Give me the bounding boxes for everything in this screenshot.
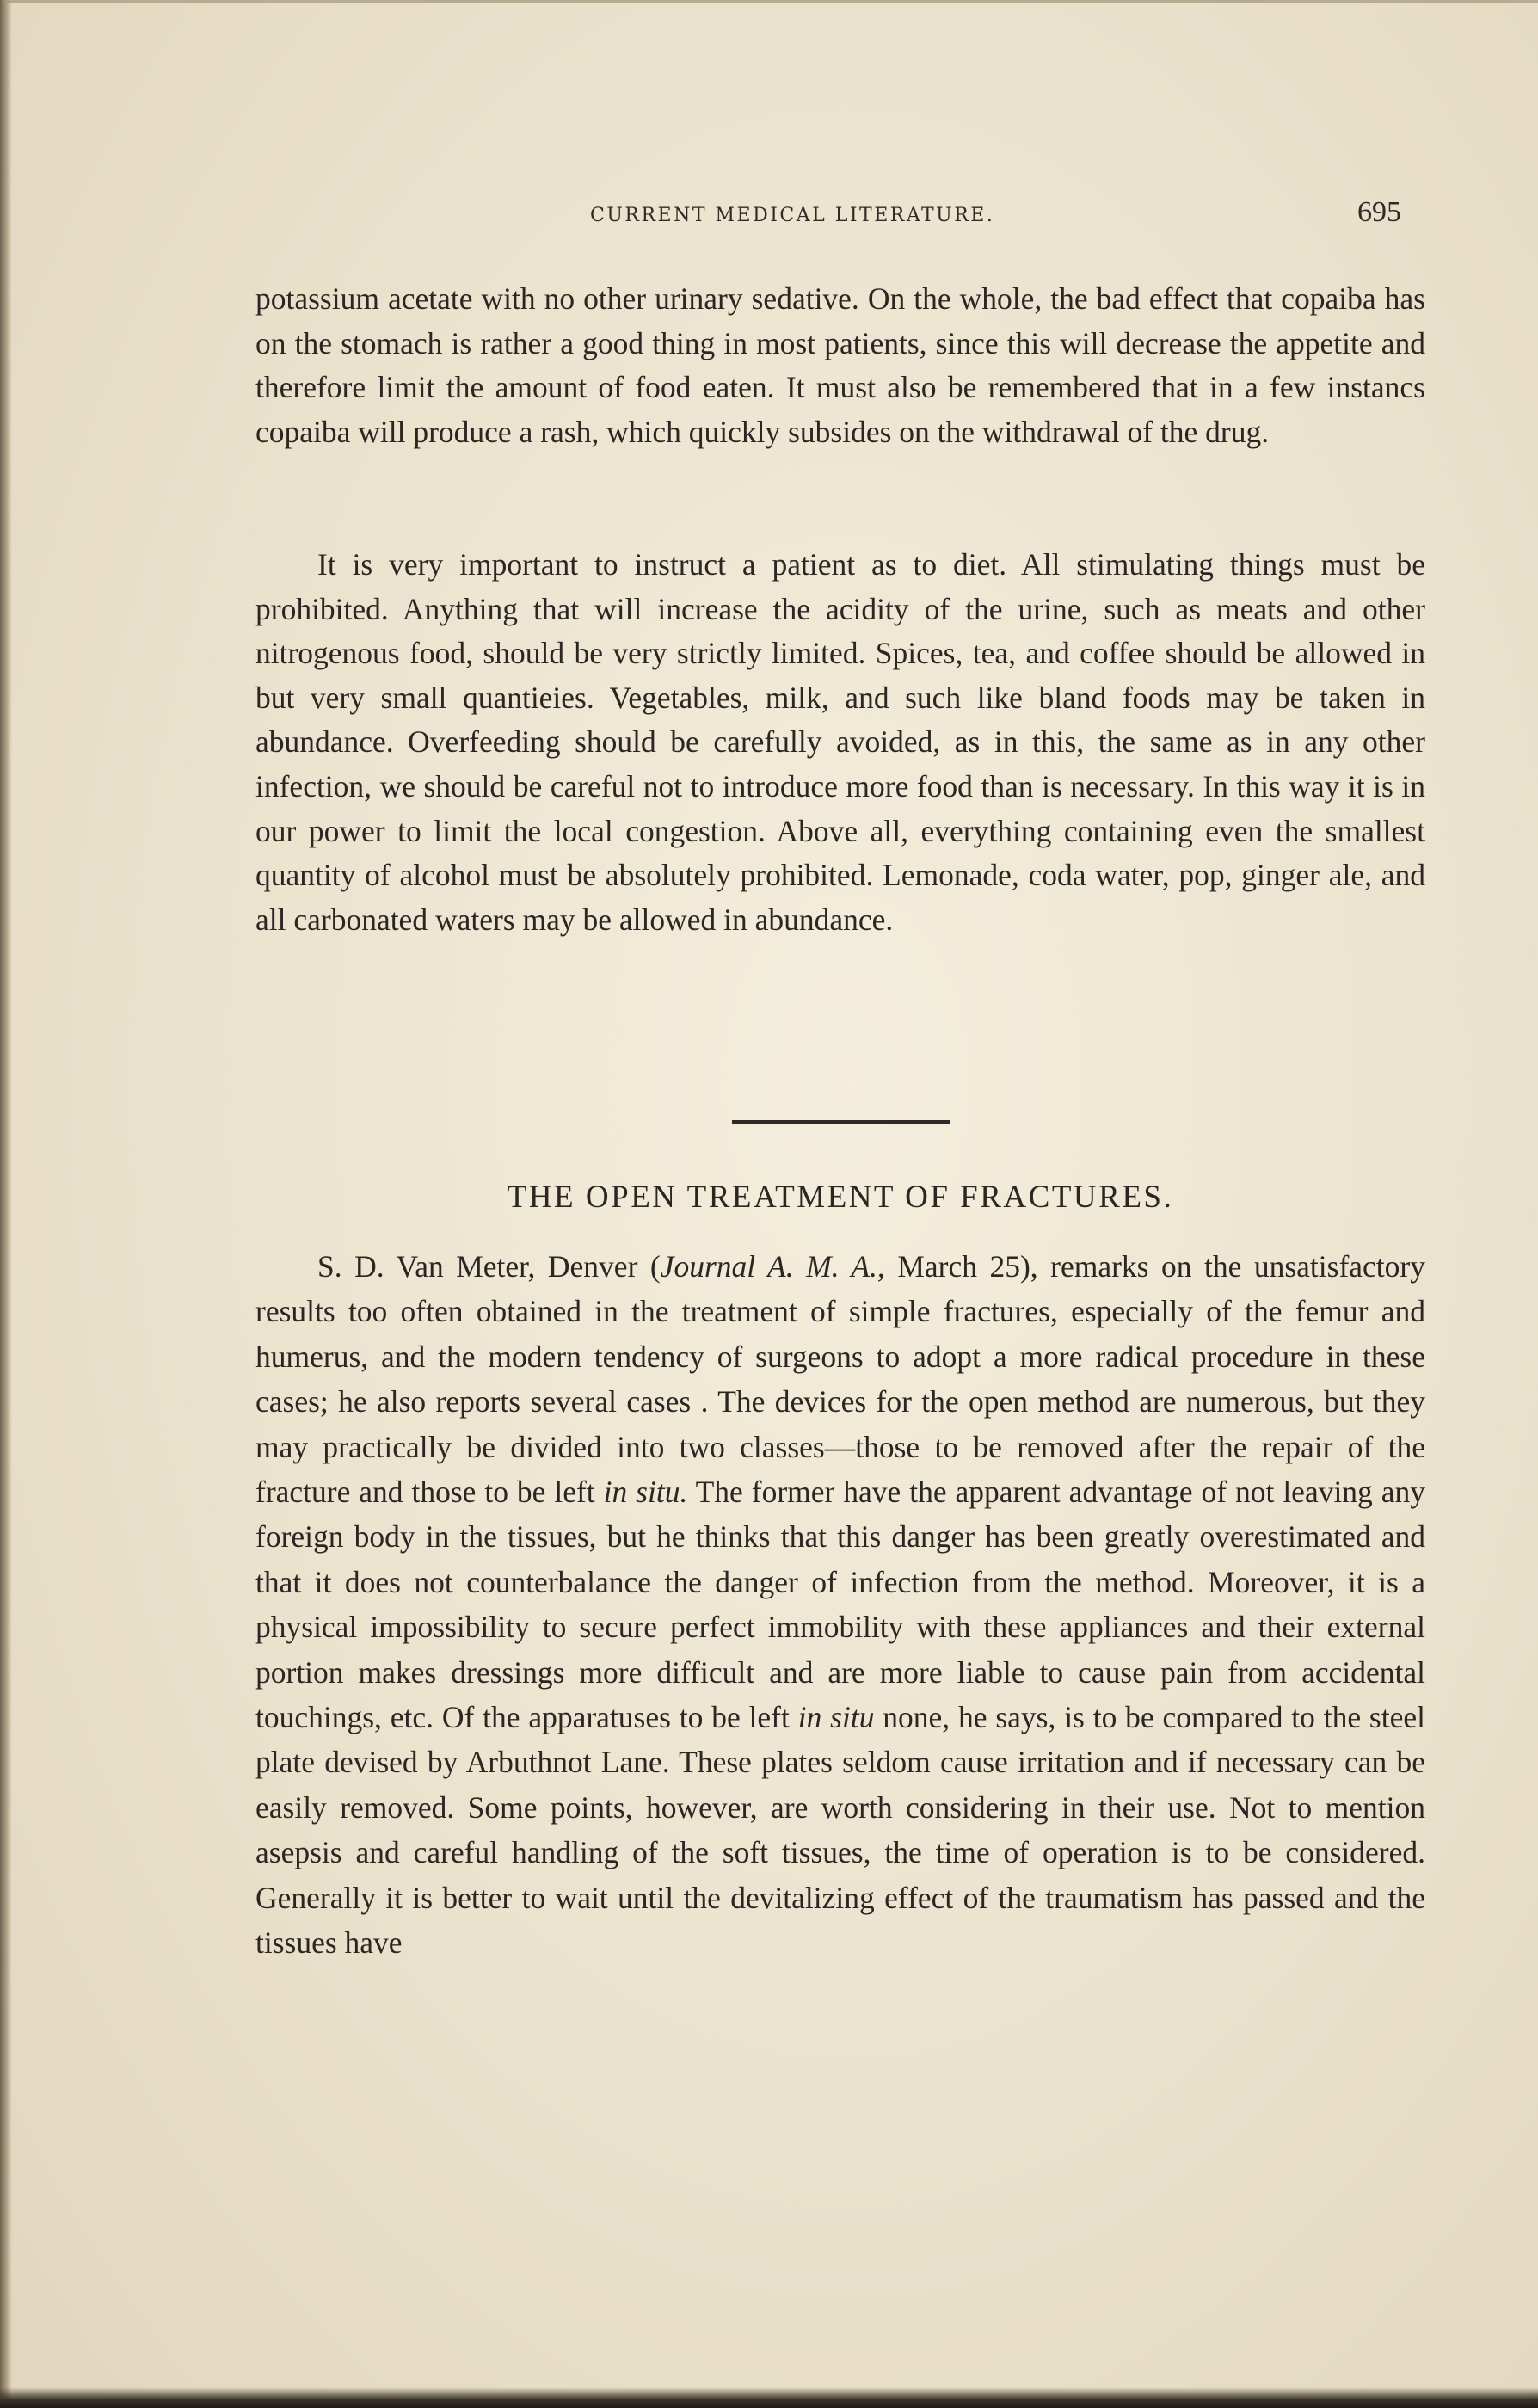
- paragraph-diet: [255, 543, 1425, 942]
- page-bottom-edge: [0, 2387, 1538, 2408]
- text-run: The former have the apparent advantage of not leaving any foreign body in the tissues, but he thinks that this danger has been greatly overestimated and that it does not counterbalance the danger of infection from the method. Moreover, it is a physical impossibility to secure perfect immobility with these appliances and their external portion makes dressings more difficult and are more liable to cause pain from accidental touchings, etc. Of the apparatuses to be left: [255, 1475, 1426, 1735]
- text-run: March 25), remarks on the unsatisfactory results too often obtained in the treatment of simple fractures, especially of the femur and humerus, and the modern tendency of surgeons to adopt a more radical procedure in these cases; he also reports several cases . The devices for the open method are numerous, but they may practically be divided into two classes—those to be removed after the repair of the fracture and those to be left: [255, 1249, 1425, 1510]
- paragraph-text: potassium acetate with no other urinary sedative. On the whole, the bad effect that copaiba has on the stomach is rather a good thing in most patients, since this will decrease the appetite and therefore limit the amount of food eaten. It must also be remembered that in a few instancs copaiba will produce a rash, which quickly subsides on the withdrawal of the drug.: [255, 281, 1425, 449]
- paragraph-text: It is very important to instruct a patient as to diet. All stimulating things must be prohibited. Anything that will increase the acidity of the urine, such as meats and other nitrogenous food, should be very strictly limited. Spices, tea, and coffee should be allowed in but very small quantieies. Vegetables, milk, and such like bland foods may be taken in abundance. Overfeeding should be carefully avoided, as in this, the same as in any other infection, we should be careful not to introduce more food than is necessary. In this way it is in our power to limit the local congestion. Above all, everything containing even the smallest quantity of alcohol must be absolutely prohibited. Lemonade, coda water, pop, ginger ale, and all carbonated waters may be allowed in abundance.: [255, 547, 1425, 937]
- latin-term: in situ: [797, 1700, 875, 1735]
- page-top-edge: [0, 0, 1538, 3]
- latin-term: in situ.: [603, 1475, 688, 1510]
- running-head: CURRENT MEDICAL LITERATURE.: [590, 205, 995, 226]
- paragraph-fractures: [255, 1244, 1425, 1966]
- section-title: THE OPEN TREATMENT OF FRACTURES.: [507, 1179, 1174, 1215]
- text-run: none, he says, is to be compared to the steel plate devised by Arbuthnot Lane. These plates seldom cause irritation and if necessary can be easily removed. Some points, however, are worth considering in their use. Not to mention asepsis and careful handling of the soft tissues, the time of operation is to be considered. Generally it is better to wait until the devitalizing effect of the traumatism has passed and the tissues have: [255, 1700, 1425, 1961]
- page-binding-edge: [0, 0, 12, 2408]
- paragraph-text: [255, 1244, 1425, 1966]
- text-run: S. D. Van Meter, Denver (: [317, 1249, 661, 1284]
- journal-citation: Journal A. M. A.,: [660, 1249, 885, 1284]
- section-divider-rule: [732, 1120, 950, 1124]
- paragraph-continuation: [255, 277, 1425, 454]
- page-number: 695: [1357, 196, 1401, 228]
